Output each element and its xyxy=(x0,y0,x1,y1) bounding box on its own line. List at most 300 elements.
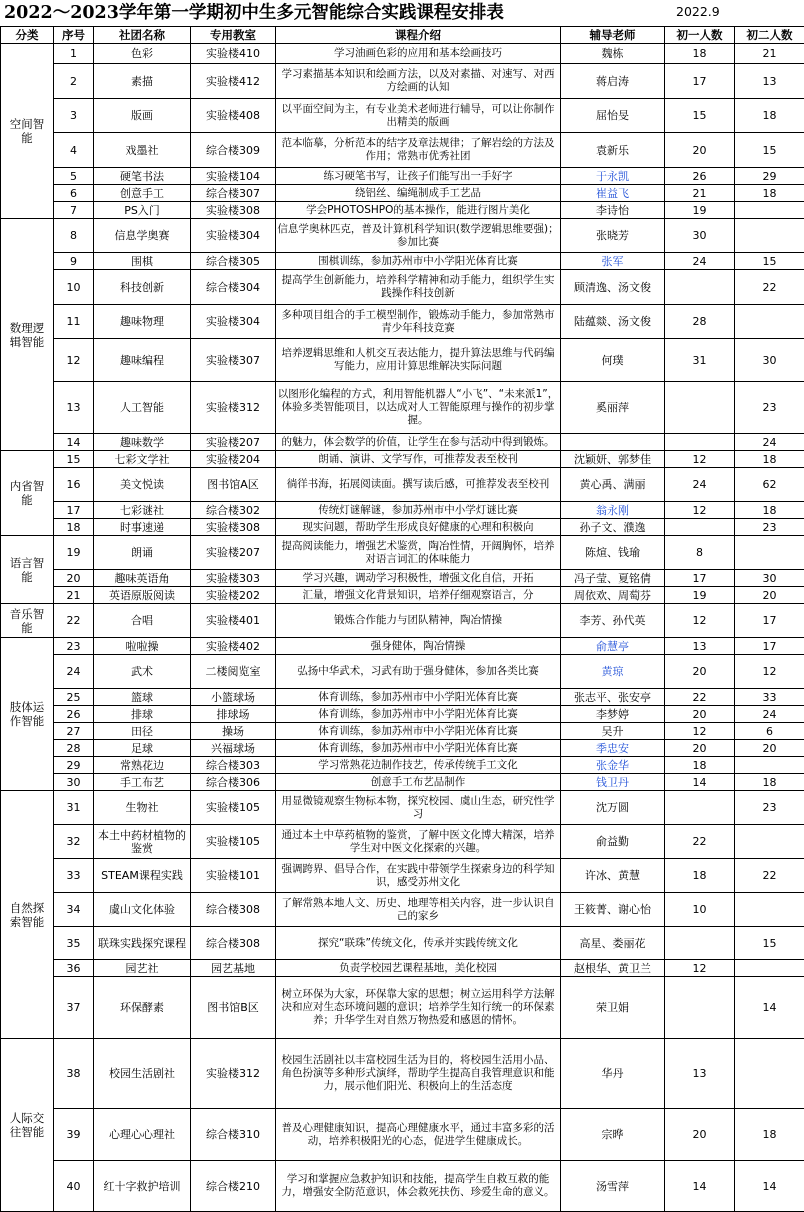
grade1-count-cell xyxy=(665,519,735,536)
table-row xyxy=(1,774,804,791)
table-row xyxy=(1,1109,804,1161)
club-name-cell: 本土中药材植物的鉴赏 xyxy=(94,825,191,859)
club-name-cell: 常熟花边 xyxy=(94,757,191,774)
course-intro-cell: 学会PHOTOSHPO的基本操作，能进行图片美化 xyxy=(276,202,561,219)
classroom-cell: 综合楼210 xyxy=(191,1161,276,1212)
classroom-cell: 图书馆B区 xyxy=(191,977,276,1039)
grade2-count-cell: 23 xyxy=(735,791,804,825)
teacher-cell: 袁新乐 xyxy=(561,133,665,168)
classroom-cell: 实验楼101 xyxy=(191,859,276,893)
classroom-cell: 综合楼308 xyxy=(191,893,276,927)
course-intro-cell: 强身健体，陶冶情操 xyxy=(276,638,561,655)
row-number-cell: 14 xyxy=(54,434,94,451)
teacher-cell: 黄心禹、满丽 xyxy=(561,468,665,502)
classroom-cell: 小篮球场 xyxy=(191,689,276,706)
classroom-cell: 实验楼307 xyxy=(191,339,276,382)
grade2-count-cell: 14 xyxy=(735,977,804,1039)
teacher-cell: 钱卫丹 xyxy=(561,774,665,791)
table-row xyxy=(1,655,804,689)
row-number-cell: 22 xyxy=(54,604,94,638)
column-header: 初二人数 xyxy=(735,27,804,44)
row-number-cell: 39 xyxy=(54,1109,94,1161)
table-row xyxy=(1,977,804,1039)
classroom-cell: 图书馆A区 xyxy=(191,468,276,502)
schedule-table xyxy=(0,26,804,1212)
row-number-cell: 37 xyxy=(54,977,94,1039)
club-name-cell: 科技创新 xyxy=(94,270,191,305)
table-row xyxy=(1,689,804,706)
table-row xyxy=(1,893,804,927)
row-number-cell: 11 xyxy=(54,305,94,339)
course-intro-cell: 多种项目组合的手工模型制作，锻炼动手能力，参加常熟市青少年科技竞赛 xyxy=(276,305,561,339)
row-number-cell: 19 xyxy=(54,536,94,570)
club-name-cell: 心理心心理社 xyxy=(94,1109,191,1161)
table-row xyxy=(1,305,804,339)
grade1-count-cell: 22 xyxy=(665,689,735,706)
club-name-cell: 趣味英语角 xyxy=(94,570,191,587)
grade1-count-cell: 20 xyxy=(665,133,735,168)
club-name-cell: 七彩文学社 xyxy=(94,451,191,468)
course-intro-cell: 范本临摹，分析范本的结字及章法规律；了解岩绘的方法及作用；常熟市优秀社团 xyxy=(276,133,561,168)
row-number-cell: 7 xyxy=(54,202,94,219)
category-cell: 空间智能 xyxy=(1,44,54,219)
teacher-cell: 华丹 xyxy=(561,1039,665,1109)
teacher-cell: 孙子文、濮逸 xyxy=(561,519,665,536)
table-row xyxy=(1,99,804,133)
table-row xyxy=(1,723,804,740)
table-row xyxy=(1,927,804,960)
row-number-cell: 32 xyxy=(54,825,94,859)
course-intro-cell: 绕铝丝、编绳制成手工艺品 xyxy=(276,185,561,202)
table-row xyxy=(1,185,804,202)
course-intro-cell: 提高学生创新能力，培养科学精神和动手能力，组织学生实践操作科技创新 xyxy=(276,270,561,305)
teacher-cell xyxy=(561,434,665,451)
category-cell: 人际交往智能 xyxy=(1,1039,54,1212)
row-number-cell: 10 xyxy=(54,270,94,305)
club-name-cell: 趣味编程 xyxy=(94,339,191,382)
row-number-cell: 2 xyxy=(54,64,94,99)
table-row xyxy=(1,638,804,655)
row-number-cell: 28 xyxy=(54,740,94,757)
header-row xyxy=(1,27,804,44)
classroom-cell: 综合楼309 xyxy=(191,133,276,168)
table-row xyxy=(1,64,804,99)
row-number-cell: 15 xyxy=(54,451,94,468)
grade1-count-cell xyxy=(665,927,735,960)
page-title: 2022～2023学年第一学期初中生多元智能综合实践课程安排表 xyxy=(4,1,504,25)
row-number-cell: 17 xyxy=(54,502,94,519)
course-intro-cell: 以图形化编程的方式，利用智能机器人“小飞”、“未来派1”，体验多类智能项目，以达成对人工智能原理与操作的初步掌握。 xyxy=(276,382,561,434)
grade2-count-cell: 22 xyxy=(735,859,804,893)
grade1-count-cell: 13 xyxy=(665,638,735,655)
grade2-count-cell: 17 xyxy=(735,638,804,655)
category-cell: 数理逻辑智能 xyxy=(1,219,54,451)
teacher-cell: 陈煊、钱瑜 xyxy=(561,536,665,570)
table-row xyxy=(1,519,804,536)
club-name-cell: 园艺社 xyxy=(94,960,191,977)
table-row xyxy=(1,587,804,604)
club-name-cell: 版画 xyxy=(94,99,191,133)
grade2-count-cell: 30 xyxy=(735,339,804,382)
teacher-cell: 蒋启涛 xyxy=(561,64,665,99)
grade2-count-cell: 15 xyxy=(735,253,804,270)
table-row xyxy=(1,202,804,219)
date-label: 2022.9 xyxy=(676,4,720,19)
teacher-cell: 奚丽萍 xyxy=(561,382,665,434)
grade1-count-cell: 8 xyxy=(665,536,735,570)
table-row xyxy=(1,44,804,64)
grade2-count-cell: 24 xyxy=(735,706,804,723)
club-name-cell: 联珠实践探究课程 xyxy=(94,927,191,960)
grade2-count-cell: 30 xyxy=(735,570,804,587)
classroom-cell: 实验楼410 xyxy=(191,44,276,64)
grade1-count-cell: 12 xyxy=(665,451,735,468)
club-name-cell: 虞山文化体验 xyxy=(94,893,191,927)
club-name-cell: 趣味物理 xyxy=(94,305,191,339)
row-number-cell: 40 xyxy=(54,1161,94,1212)
table-row xyxy=(1,570,804,587)
course-intro-cell: 体育训练，参加苏州市中小学阳光体育比赛 xyxy=(276,706,561,723)
column-header: 社团名称 xyxy=(94,27,191,44)
row-number-cell: 12 xyxy=(54,339,94,382)
club-name-cell: 篮球 xyxy=(94,689,191,706)
row-number-cell: 8 xyxy=(54,219,94,253)
grade2-count-cell: 15 xyxy=(735,133,804,168)
row-number-cell: 25 xyxy=(54,689,94,706)
classroom-cell: 综合楼303 xyxy=(191,757,276,774)
teacher-cell: 俞慧亭 xyxy=(561,638,665,655)
column-header: 专用教室 xyxy=(191,27,276,44)
teacher-cell: 顾清逸、汤文俊 xyxy=(561,270,665,305)
grade1-count-cell: 26 xyxy=(665,168,735,185)
grade2-count-cell: 20 xyxy=(735,740,804,757)
table-row xyxy=(1,168,804,185)
teacher-cell: 沈颖妍、郭梦佳 xyxy=(561,451,665,468)
grade1-count-cell xyxy=(665,791,735,825)
teacher-cell: 张晓芳 xyxy=(561,219,665,253)
grade2-count-cell: 23 xyxy=(735,382,804,434)
table-row xyxy=(1,825,804,859)
course-intro-cell: 通过本土中草药植物的鉴赏，了解中医文化博大精深，培养学生对中医文化探索的兴趣。 xyxy=(276,825,561,859)
grade2-count-cell: 24 xyxy=(735,434,804,451)
course-intro-cell: 朗诵、演讲、文学写作，可推荐发表至校刊 xyxy=(276,451,561,468)
course-intro-cell: 学习常熟花边制作技艺，传承传统手工文化 xyxy=(276,757,561,774)
grade1-count-cell: 17 xyxy=(665,64,735,99)
course-intro-cell: 以平面空间为主，有专业美术老师进行辅导，可以让你制作出精美的版画 xyxy=(276,99,561,133)
teacher-cell: 陆蕴燚、汤文俊 xyxy=(561,305,665,339)
teacher-cell: 沈万圆 xyxy=(561,791,665,825)
classroom-cell: 实验楼412 xyxy=(191,64,276,99)
grade1-count-cell xyxy=(665,977,735,1039)
course-intro-cell: 体育训练，参加苏州市中小学阳光体育比赛 xyxy=(276,740,561,757)
teacher-cell: 李诗怡 xyxy=(561,202,665,219)
teacher-cell: 黄琼 xyxy=(561,655,665,689)
classroom-cell: 综合楼304 xyxy=(191,270,276,305)
grade1-count-cell: 20 xyxy=(665,1109,735,1161)
club-name-cell: 朗诵 xyxy=(94,536,191,570)
course-intro-cell: 传统灯谜解谜，参加苏州市中小学灯谜比赛 xyxy=(276,502,561,519)
grade2-count-cell: 21 xyxy=(735,44,804,64)
club-name-cell: PS入门 xyxy=(94,202,191,219)
teacher-cell: 屈怡旻 xyxy=(561,99,665,133)
grade2-count-cell: 20 xyxy=(735,587,804,604)
table-row xyxy=(1,133,804,168)
club-name-cell: 校园生活剧社 xyxy=(94,1039,191,1109)
classroom-cell: 实验楼308 xyxy=(191,519,276,536)
category-cell: 内省智能 xyxy=(1,451,54,536)
grade1-count-cell: 19 xyxy=(665,202,735,219)
grade1-count-cell xyxy=(665,382,735,434)
classroom-cell: 实验楼402 xyxy=(191,638,276,655)
grade1-count-cell: 20 xyxy=(665,706,735,723)
club-name-cell: 信息学奥赛 xyxy=(94,219,191,253)
classroom-cell: 实验楼105 xyxy=(191,791,276,825)
grade2-count-cell: 62 xyxy=(735,468,804,502)
club-name-cell: 手工布艺 xyxy=(94,774,191,791)
course-intro-cell: 锻炼合作能力与团队精神，陶冶情操 xyxy=(276,604,561,638)
column-header: 分类 xyxy=(1,27,54,44)
column-header: 初一人数 xyxy=(665,27,735,44)
club-name-cell: 红十字救护培训 xyxy=(94,1161,191,1212)
table-row xyxy=(1,859,804,893)
course-intro-cell: 探究“联珠”传统文化，传承并实践传统文化 xyxy=(276,927,561,960)
club-name-cell: 啦啦操 xyxy=(94,638,191,655)
classroom-cell: 实验楼312 xyxy=(191,382,276,434)
row-number-cell: 34 xyxy=(54,893,94,927)
club-name-cell: 英语原版阅读 xyxy=(94,587,191,604)
teacher-cell: 宗晔 xyxy=(561,1109,665,1161)
club-name-cell: 田径 xyxy=(94,723,191,740)
grade2-count-cell xyxy=(735,893,804,927)
row-number-cell: 36 xyxy=(54,960,94,977)
classroom-cell: 实验楼105 xyxy=(191,825,276,859)
classroom-cell: 实验楼401 xyxy=(191,604,276,638)
table-row xyxy=(1,706,804,723)
classroom-cell: 实验楼207 xyxy=(191,434,276,451)
grade2-count-cell: 23 xyxy=(735,519,804,536)
teacher-cell: 崔益飞 xyxy=(561,185,665,202)
course-intro-cell: 练习硬笔书写，让孩子们能写出一手好字 xyxy=(276,168,561,185)
grade2-count-cell: 15 xyxy=(735,927,804,960)
teacher-cell: 魏栋 xyxy=(561,44,665,64)
classroom-cell: 二楼阅览室 xyxy=(191,655,276,689)
course-intro-cell: 树立环保为大家，环保靠大家的思想；树立运用科学方法解决和应对生态环境问题的意识；培养学生知行统一的环保素养；升华学生对自然万物热爱和感恩的情怀。 xyxy=(276,977,561,1039)
teacher-cell: 荣卫娟 xyxy=(561,977,665,1039)
teacher-cell: 翁永刚 xyxy=(561,502,665,519)
grade1-count-cell: 21 xyxy=(665,185,735,202)
table-row xyxy=(1,757,804,774)
title-row xyxy=(0,0,804,26)
row-number-cell: 24 xyxy=(54,655,94,689)
club-name-cell: 七彩谜社 xyxy=(94,502,191,519)
club-name-cell: 合唱 xyxy=(94,604,191,638)
grade2-count-cell: 18 xyxy=(735,502,804,519)
row-number-cell: 27 xyxy=(54,723,94,740)
classroom-cell: 实验楼312 xyxy=(191,1039,276,1109)
category-cell: 音乐智能 xyxy=(1,604,54,638)
table-row xyxy=(1,1039,804,1109)
table-row xyxy=(1,960,804,977)
grade2-count-cell: 29 xyxy=(735,168,804,185)
course-intro-cell: 学习素描基本知识和绘画方法，以及对素描、对速写、对西方绘画的认知 xyxy=(276,64,561,99)
course-intro-cell: 校园生活剧社以丰富校园生活为目的，将校园生活用小品、角色扮演等多种形式演绎，帮助学生提高自我管理意识和能力，展示他们阳光、积极向上的生活态度 xyxy=(276,1039,561,1109)
table-row xyxy=(1,339,804,382)
club-name-cell: 围棋 xyxy=(94,253,191,270)
row-number-cell: 31 xyxy=(54,791,94,825)
table-row xyxy=(1,451,804,468)
table-row xyxy=(1,253,804,270)
table-row xyxy=(1,502,804,519)
teacher-cell: 汤雪萍 xyxy=(561,1161,665,1212)
grade1-count-cell xyxy=(665,270,735,305)
grade2-count-cell: 17 xyxy=(735,604,804,638)
classroom-cell: 综合楼308 xyxy=(191,927,276,960)
grade1-count-cell: 14 xyxy=(665,774,735,791)
classroom-cell: 操场 xyxy=(191,723,276,740)
category-cell: 肢体运作智能 xyxy=(1,638,54,791)
course-intro-cell: 汇量，增强文化背景知识，培养仔细观察语言，分 xyxy=(276,587,561,604)
club-name-cell: 戏墨社 xyxy=(94,133,191,168)
classroom-cell: 实验楼308 xyxy=(191,202,276,219)
table-row xyxy=(1,219,804,253)
course-intro-cell: 学习油画色彩的应用和基本绘画技巧 xyxy=(276,44,561,64)
column-header: 课程介绍 xyxy=(276,27,561,44)
grade1-count-cell: 22 xyxy=(665,825,735,859)
grade1-count-cell: 13 xyxy=(665,1039,735,1109)
course-intro-cell: 体育训练，参加苏州市中小学阳光体育比赛 xyxy=(276,689,561,706)
grade2-count-cell xyxy=(735,305,804,339)
grade2-count-cell xyxy=(735,536,804,570)
row-number-cell: 26 xyxy=(54,706,94,723)
classroom-cell: 兴福球场 xyxy=(191,740,276,757)
grade1-count-cell: 18 xyxy=(665,757,735,774)
classroom-cell: 综合楼305 xyxy=(191,253,276,270)
category-cell: 自然探索智能 xyxy=(1,791,54,1039)
grade2-count-cell xyxy=(735,960,804,977)
course-intro-cell: 用显微镜观察生物标本物，探究校园、虞山生态，研究性学习 xyxy=(276,791,561,825)
grade1-count-cell: 12 xyxy=(665,604,735,638)
table-row xyxy=(1,740,804,757)
grade2-count-cell: 18 xyxy=(735,451,804,468)
column-header: 辅导老师 xyxy=(561,27,665,44)
row-number-cell: 30 xyxy=(54,774,94,791)
category-cell: 语言智能 xyxy=(1,536,54,604)
classroom-cell: 实验楼303 xyxy=(191,570,276,587)
teacher-cell: 赵根华、黄卫兰 xyxy=(561,960,665,977)
club-name-cell: 武术 xyxy=(94,655,191,689)
table-row xyxy=(1,270,804,305)
classroom-cell: 实验楼104 xyxy=(191,168,276,185)
teacher-cell: 张志平、张安亭 xyxy=(561,689,665,706)
club-name-cell: 素描 xyxy=(94,64,191,99)
course-intro-cell: 培养逻辑思维和人机交互表达能力，提升算法思维与代码编写能力，应用计算思维解决实际问题 xyxy=(276,339,561,382)
classroom-cell: 排球场 xyxy=(191,706,276,723)
table-row xyxy=(1,536,804,570)
classroom-cell: 实验楼204 xyxy=(191,451,276,468)
grade1-count-cell: 20 xyxy=(665,740,735,757)
teacher-cell: 冯子莹、夏铭倩 xyxy=(561,570,665,587)
club-name-cell: 色彩 xyxy=(94,44,191,64)
course-intro-cell: 强调跨界、倡导合作，在实践中带领学生探索身边的科学知识，感受苏州文化 xyxy=(276,859,561,893)
teacher-cell: 李芳、孙代英 xyxy=(561,604,665,638)
grade1-count-cell: 17 xyxy=(665,570,735,587)
grade2-count-cell: 14 xyxy=(735,1161,804,1212)
course-intro-cell: 弘扬中华武术，习武有助于强身健体，参加各类比赛 xyxy=(276,655,561,689)
course-intro-cell: 提高阅读能力，增强艺术鉴赏，陶冶性情，开阔胸怀，培养对语言词汇的体味能力 xyxy=(276,536,561,570)
row-number-cell: 6 xyxy=(54,185,94,202)
grade2-count-cell: 6 xyxy=(735,723,804,740)
club-name-cell: 美文悦读 xyxy=(94,468,191,502)
grade1-count-cell: 20 xyxy=(665,655,735,689)
table-row xyxy=(1,434,804,451)
grade1-count-cell xyxy=(665,434,735,451)
teacher-cell: 许冰、黄慧 xyxy=(561,859,665,893)
course-intro-cell: 学习兴趣，调动学习积极性，增强文化自信，开拓 xyxy=(276,570,561,587)
table-row xyxy=(1,1161,804,1212)
column-header: 序号 xyxy=(54,27,94,44)
classroom-cell: 综合楼310 xyxy=(191,1109,276,1161)
course-intro-cell: 了解常熟本地人文、历史、地理等相关内容，进一步认识自己的家乡 xyxy=(276,893,561,927)
classroom-cell: 综合楼306 xyxy=(191,774,276,791)
course-intro-cell: 的魅力，体会数学的价值，让学生在参与活动中得到锻炼。 xyxy=(276,434,561,451)
grade2-count-cell: 12 xyxy=(735,655,804,689)
classroom-cell: 综合楼302 xyxy=(191,502,276,519)
table-row xyxy=(1,468,804,502)
row-number-cell: 13 xyxy=(54,382,94,434)
classroom-cell: 综合楼307 xyxy=(191,185,276,202)
row-number-cell: 4 xyxy=(54,133,94,168)
club-name-cell: 硬笔书法 xyxy=(94,168,191,185)
grade1-count-cell: 18 xyxy=(665,44,735,64)
row-number-cell: 18 xyxy=(54,519,94,536)
club-name-cell: 时事速递 xyxy=(94,519,191,536)
course-intro-cell: 普及心理健康知识，提高心理健康水平，通过丰富多彩的活动，培养积极阳光的心态，促进学生健康成长。 xyxy=(276,1109,561,1161)
grade2-count-cell: 33 xyxy=(735,689,804,706)
club-name-cell: 生物社 xyxy=(94,791,191,825)
grade2-count-cell xyxy=(735,825,804,859)
club-name-cell: STEAM课程实践 xyxy=(94,859,191,893)
course-intro-cell: 学习和掌握应急救护知识和技能，提高学生自救互救的能力，增强安全防范意识，体会救死扶伤、珍爱生命的意义。 xyxy=(276,1161,561,1212)
grade1-count-cell: 24 xyxy=(665,253,735,270)
teacher-cell: 俞益勤 xyxy=(561,825,665,859)
row-number-cell: 21 xyxy=(54,587,94,604)
grade1-count-cell: 31 xyxy=(665,339,735,382)
row-number-cell: 38 xyxy=(54,1039,94,1109)
grade1-count-cell: 12 xyxy=(665,723,735,740)
classroom-cell: 园艺基地 xyxy=(191,960,276,977)
course-intro-cell: 现实问题，帮助学生形成良好健康的心理和积极向 xyxy=(276,519,561,536)
grade1-count-cell: 28 xyxy=(665,305,735,339)
grade2-count-cell xyxy=(735,1039,804,1109)
grade2-count-cell: 22 xyxy=(735,270,804,305)
course-intro-cell: 负责学校园艺课程基地，美化校园 xyxy=(276,960,561,977)
classroom-cell: 实验楼304 xyxy=(191,219,276,253)
table-row xyxy=(1,604,804,638)
grade1-count-cell: 15 xyxy=(665,99,735,133)
row-number-cell: 33 xyxy=(54,859,94,893)
row-number-cell: 20 xyxy=(54,570,94,587)
teacher-cell: 季忠安 xyxy=(561,740,665,757)
grade2-count-cell: 18 xyxy=(735,1109,804,1161)
grade1-count-cell: 30 xyxy=(665,219,735,253)
table-body xyxy=(1,44,804,1212)
grade2-count-cell xyxy=(735,219,804,253)
teacher-cell: 于永凯 xyxy=(561,168,665,185)
grade2-count-cell: 13 xyxy=(735,64,804,99)
grade1-count-cell: 24 xyxy=(665,468,735,502)
row-number-cell: 23 xyxy=(54,638,94,655)
grade2-count-cell: 18 xyxy=(735,185,804,202)
